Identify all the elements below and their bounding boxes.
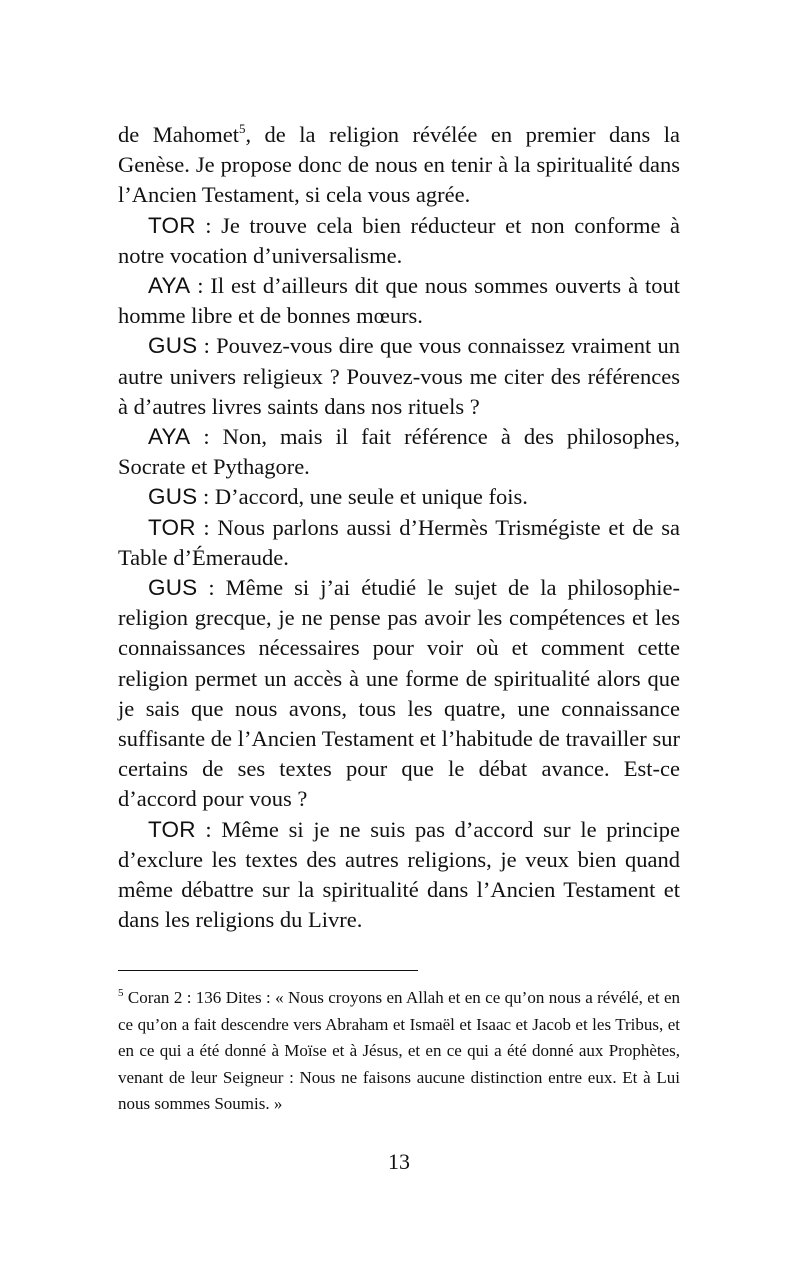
dialogue-text: : Même si j’ai étudié le sujet de la philosophie-religion grecque, je ne pense pas avoir les compétences et les connaissances nécessaires pour voir où et comment cette religion permet un accès à une forme de spiritualité alors que je sais que nous avons, tous les quatre, une connaissance suffisante de l’Ancien Testament et l’habitude de travailler sur certains de ses textes pour que le débat avance. Est-ce d’accord pour vous ? — [118, 575, 680, 812]
page-content — [118, 120, 680, 935]
speaker-name: TOR — [148, 212, 196, 238]
dialogue-line — [118, 331, 680, 422]
opening-text-end: , de la religion révélée en premier dans la Genèse. Je propose donc de nous en tenir à la spiritualité dans l’Ancien Testament, si cela vous agrée. — [118, 122, 681, 208]
speaker-name: TOR — [148, 514, 196, 540]
footnote-reference: 5 — [238, 121, 246, 136]
speaker-name: AYA — [148, 273, 191, 299]
dialogue-text: : D’accord, une seule et unique fois. — [197, 484, 528, 510]
dialogue-line — [118, 513, 680, 573]
dialogue-line — [118, 422, 680, 482]
page-number: 13 — [388, 1149, 410, 1174]
speaker-name: AYA — [148, 424, 191, 450]
footnote-text: Coran 2 : 136 Dites : « Nous croyons en Allah et en ce qu’on nous a révélé, et en ce qu’on a fait descendre vers Abraham et Ismaël et Isaac et Jacob et les Tribus, et en ce qui a été donné à Moïse et à Jésus, et en ce qui a été donné aux Prophètes, venant de leur Seigneur : Nous ne faisons aucune distinction entre eux. Et à Lui nous sommes Soumis. » — [118, 988, 680, 1113]
speaker-name: GUS — [148, 575, 198, 601]
dialogue-text: : Pouvez-vous dire que vous connaissez vraiment un autre univers religieux ? Pouvez-vous me citer des références à d’autres livres saints dans nos rituels ? — [118, 333, 680, 419]
footnote-marker: 5 — [118, 987, 124, 999]
dialogue-text: : Je trouve cela bien réducteur et non conforme à notre vocation d’universalisme. — [118, 212, 680, 268]
footnote — [118, 985, 680, 1118]
dialogue-line — [118, 482, 680, 512]
dialogue-line — [118, 573, 680, 815]
dialogue-line — [118, 211, 680, 271]
opening-paragraph — [118, 120, 680, 211]
opening-text-start: de Mahomet — [118, 122, 239, 147]
body-text — [118, 120, 680, 935]
dialogue-line — [118, 815, 680, 936]
footnote-divider — [118, 970, 418, 971]
dialogue-text: : Même si je ne suis pas d’accord sur le principe d’exclure les textes des autres religions, je veux bien quand même débattre sur la spiritualité dans l’Ancien Testament et dans les religions du Livre. — [118, 816, 680, 933]
speaker-name: TOR — [148, 816, 196, 842]
dialogue-text: : Nous parlons aussi d’Hermès Trismégiste et de sa Table d’Émeraude. — [118, 514, 680, 570]
dialogue-text: : Il est d’ailleurs dit que nous sommes ouverts à tout homme libre et de bonnes mœurs. — [118, 273, 680, 329]
speaker-name: GUS — [148, 484, 198, 510]
dialogue-line — [118, 271, 680, 331]
speaker-name: GUS — [148, 333, 198, 359]
dialogue-text: : Non, mais il fait référence à des philosophes, Socrate et Pythagore. — [118, 424, 680, 480]
